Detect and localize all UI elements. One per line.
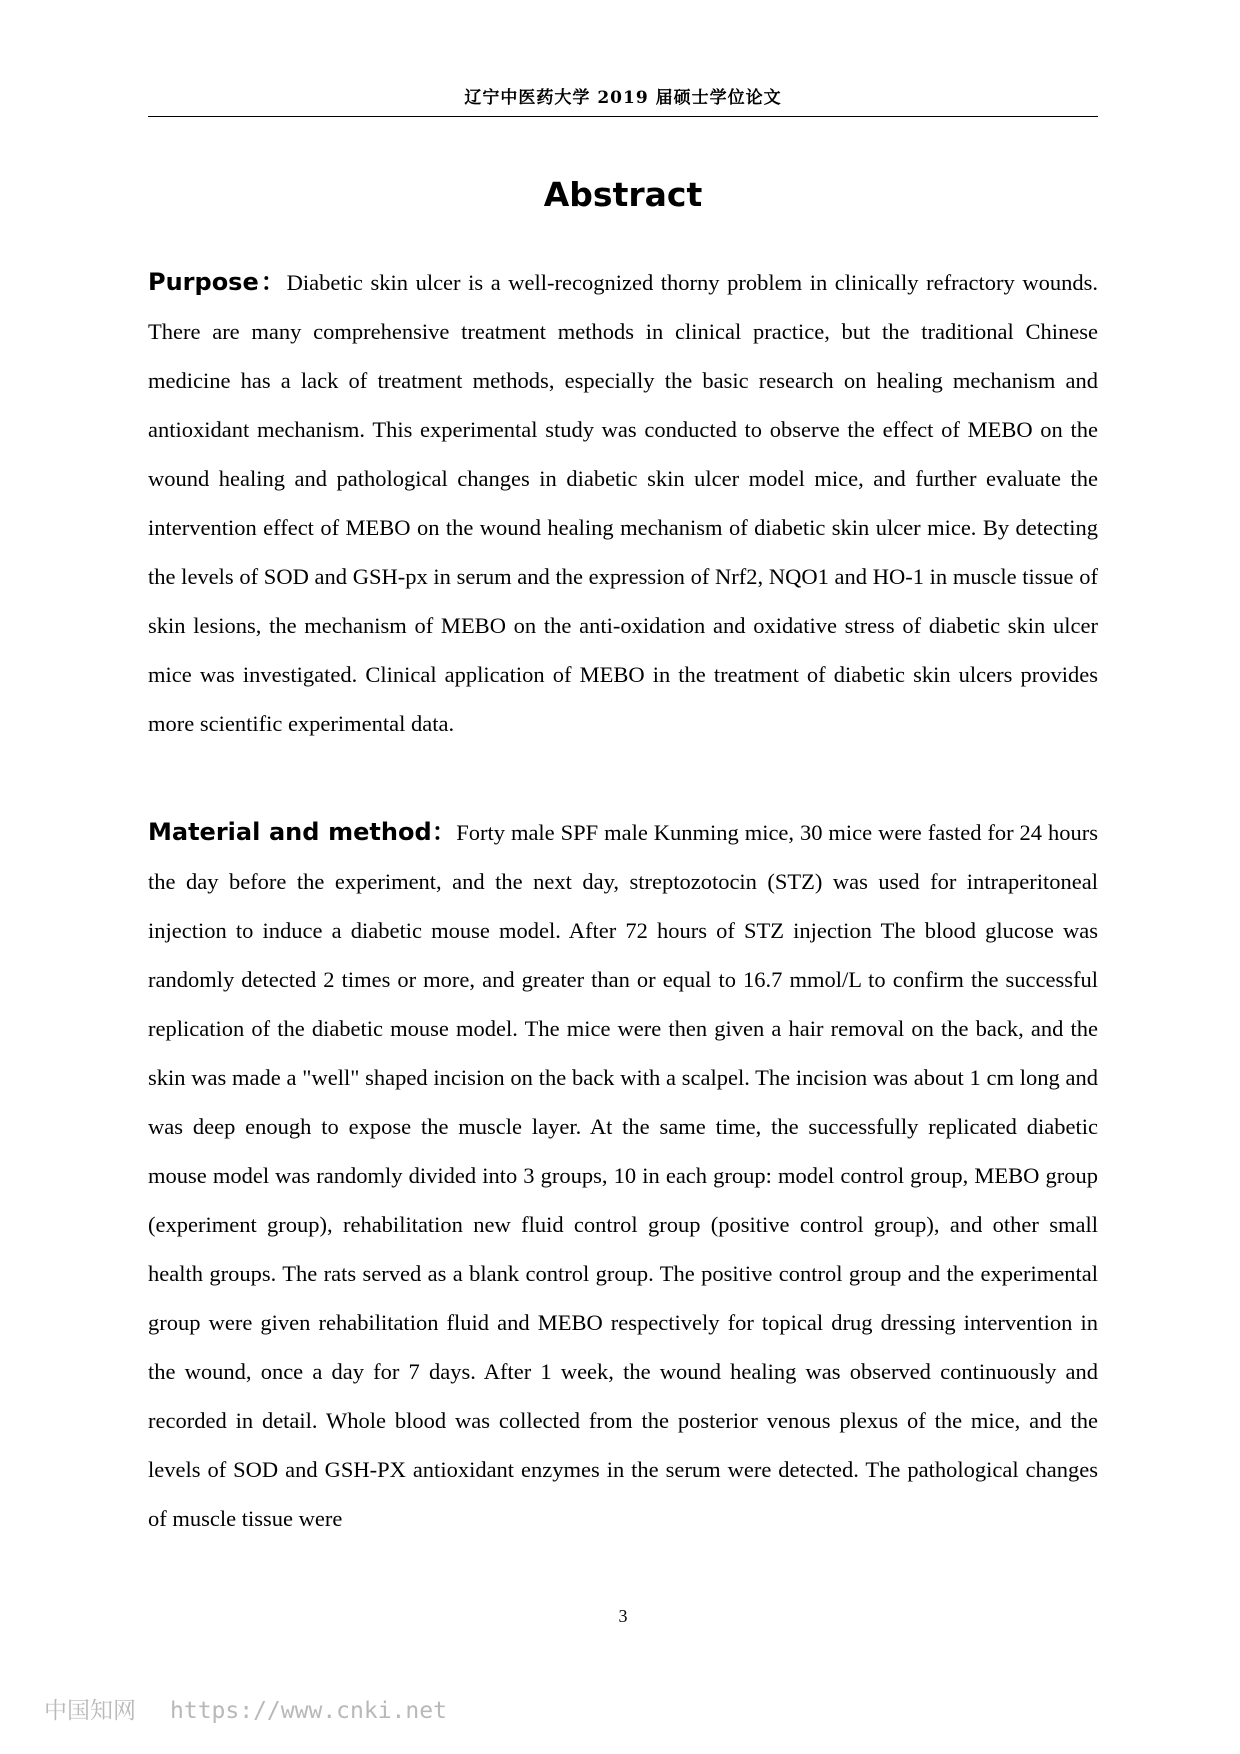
method-paragraph [148, 808, 1098, 1543]
method-heading: Material and method： [148, 818, 457, 846]
purpose-text: Diabetic skin ulcer is a well-recognized thorny problem in clinically refractory wounds. There are many comprehensive treatment methods in clinical practice, but the traditional Chinese medicine has a lack of treatment methods, especially the basic research on healing mechanism and antioxidant mechanism. This experimental study was conducted to observe the effect of MEBO on the wound healing and pathological changes in diabetic skin ulcer model mice, and further evaluate the intervention effect of MEBO on the wound healing mechanism of diabetic skin ulcer mice. By detecting the levels of SOD and GSH-px in serum and the expression of Nrf2, NQO1 and HO-1 in muscle tissue of skin lesions, the mechanism of MEBO on the anti-oxidation and oxidative stress of diabetic skin ulcer mice was investigated. Clinical application of MEBO in the treatment of diabetic skin ulcers provides more scientific experimental data. [148, 270, 1098, 736]
watermark [44, 1695, 447, 1727]
purpose-paragraph [148, 258, 1098, 748]
purpose-heading: Purpose： [148, 268, 287, 296]
page-number: 3 [618, 1606, 628, 1626]
header-rule [148, 116, 1098, 117]
watermark-name: 中国知网 [44, 1698, 136, 1724]
method-text: Forty male SPF male Kunming mice, 30 mice were fasted for 24 hours the day before the experiment, and the next day, streptozotocin (STZ) was used for intraperitoneal injection to induce a diabetic mouse model. After 72 hours of STZ injection The blood glucose was randomly detected 2 times or more, and greater than or equal to 16.7 mmol/L to confirm the successful replication of the diabetic mouse model. The mice were then given a hair removal on the back, and the skin was made a "well" shaped incision on the back with a scalpel. The incision was about 1 cm long and was deep enough to expose the muscle layer. At the same time, the successfully replicated diabetic mouse model was randomly divided into 3 groups, 10 in each group: model control group, MEBO group (experiment group), rehabilitation new fluid control group (positive control group), and other small health groups. The rats served as a blank control group. The positive control group and the experimental group were given rehabilitation fluid and MEBO respectively for topical drug dressing intervention in the wound, once a day for 7 days. After 1 week, the wound healing was observed continuously and recorded in detail. Whole blood was collected from the posterior venous plexus of the mice, and the levels of SOD and GSH-PX antioxidant enzymes in the serum were detected. The pathological changes of muscle tissue were [148, 820, 1098, 1531]
running-header: 辽宁中医药大学 2019 届硕士学位论文 [464, 88, 782, 108]
abstract-title: Abstract [543, 175, 703, 214]
watermark-url: https://www.cnki.net [170, 1698, 447, 1724]
